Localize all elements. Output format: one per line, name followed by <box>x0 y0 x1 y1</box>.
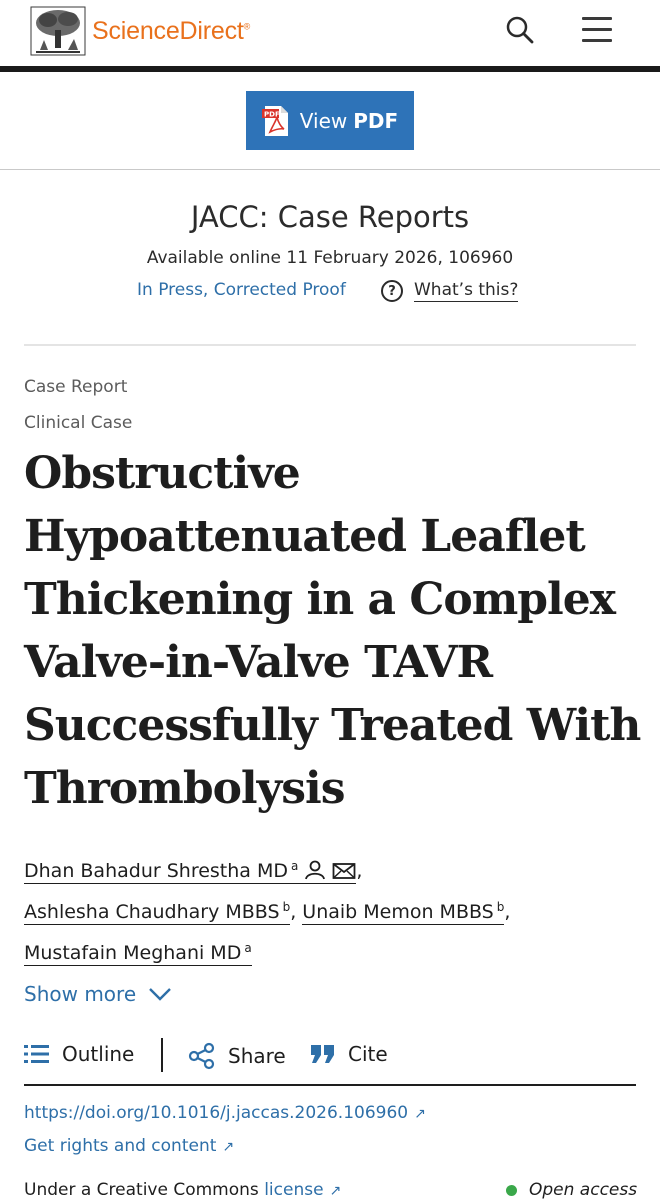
view-pdf-label: View <box>299 108 348 133</box>
question-circle-icon: ? <box>381 280 403 302</box>
view-pdf-button[interactable] <box>246 91 414 150</box>
availability-text: Available online 11 February 2026, 106960 <box>146 248 514 268</box>
title-line: Obstructive <box>24 448 300 499</box>
svg-text:PDF: PDF <box>263 110 280 118</box>
sciencedirect-logo[interactable] <box>30 6 250 56</box>
title-line: Valve-in-Valve TAVR <box>24 637 493 688</box>
elsevier-tree-icon <box>30 6 86 56</box>
outline-label: Outline <box>62 1042 135 1066</box>
cite-button[interactable] <box>310 1042 388 1066</box>
title-line: Thrombolysis <box>24 763 345 814</box>
article-toolbar <box>24 1036 636 1086</box>
list-icon <box>24 1044 50 1064</box>
status-row <box>0 280 660 306</box>
cite-label: Cite <box>348 1042 388 1066</box>
title-line: Successfully Treated With <box>24 700 641 751</box>
author-link[interactable]: Dhan Bahadur Shrestha MD $^a$ <box>24 860 356 884</box>
author-link[interactable]: Ashlesha Chaudhary MBBS $^b$ <box>24 900 291 923</box>
share-button[interactable] <box>188 1042 286 1070</box>
top-bar <box>0 0 660 66</box>
journal-name[interactable]: JACC: Case Reports <box>190 200 470 234</box>
search-icon[interactable] <box>504 14 536 46</box>
author-list: Dhan Bahadur Shrestha MD $^a$ , Ashlesha Chaudhary MBBS $^b$, Unaib Memon MBBS $^b$, Mustafain Meghani MD $^a$ <box>24 859 511 964</box>
article-type: Case Report <box>24 377 128 397</box>
author-link[interactable]: Unaib Memon MBBS $^b$ <box>302 900 505 923</box>
outline-button[interactable] <box>24 1042 134 1066</box>
quote-icon <box>310 1043 336 1065</box>
open-access-badge <box>506 1180 637 1200</box>
person-icon <box>304 860 326 880</box>
share-label: Share <box>228 1044 286 1068</box>
whats-this-link[interactable] <box>381 280 518 302</box>
title-line: Thickening in a Complex <box>24 574 615 625</box>
license-line: Under a Creative Commons license ↗ <box>24 1180 342 1200</box>
share-icon <box>188 1042 216 1070</box>
rights-link[interactable]: Get rights and content ↗ <box>24 1136 235 1156</box>
article-status: In Press, Corrected Proof <box>137 280 346 300</box>
pdf-bar <box>0 72 660 170</box>
license-link[interactable]: license <box>264 1180 324 1200</box>
whats-this-label: What’s this? <box>414 280 519 300</box>
open-access-label: Open access <box>529 1180 638 1200</box>
brand-name: ScienceDirect® <box>92 16 251 45</box>
show-more-label: Show more <box>24 982 137 1006</box>
open-access-dot-icon <box>506 1185 517 1196</box>
show-more-button[interactable] <box>24 982 172 1006</box>
hamburger-menu-icon[interactable] <box>580 14 614 46</box>
chevron-down-icon <box>148 987 172 1001</box>
title-line: Hypoattenuated Leaflet <box>24 511 585 562</box>
envelope-icon <box>332 862 356 880</box>
section-divider <box>24 344 636 346</box>
article-subtype: Clinical Case <box>24 413 133 433</box>
doi-link[interactable]: https://doi.org/10.1016/j.jaccas.2026.106960 ↗ <box>24 1103 426 1123</box>
toolbar-separator <box>161 1038 163 1072</box>
article-title <box>24 442 644 820</box>
view-pdf-label-bold: PDF <box>353 108 399 133</box>
external-link-icon: ↗ <box>329 1183 342 1199</box>
external-link-icon: ↗ <box>222 1139 235 1155</box>
author-link[interactable]: Mustafain Meghani MD $^a$ <box>24 941 252 964</box>
pdf-file-icon <box>262 105 290 137</box>
external-link-icon: ↗ <box>414 1106 426 1122</box>
